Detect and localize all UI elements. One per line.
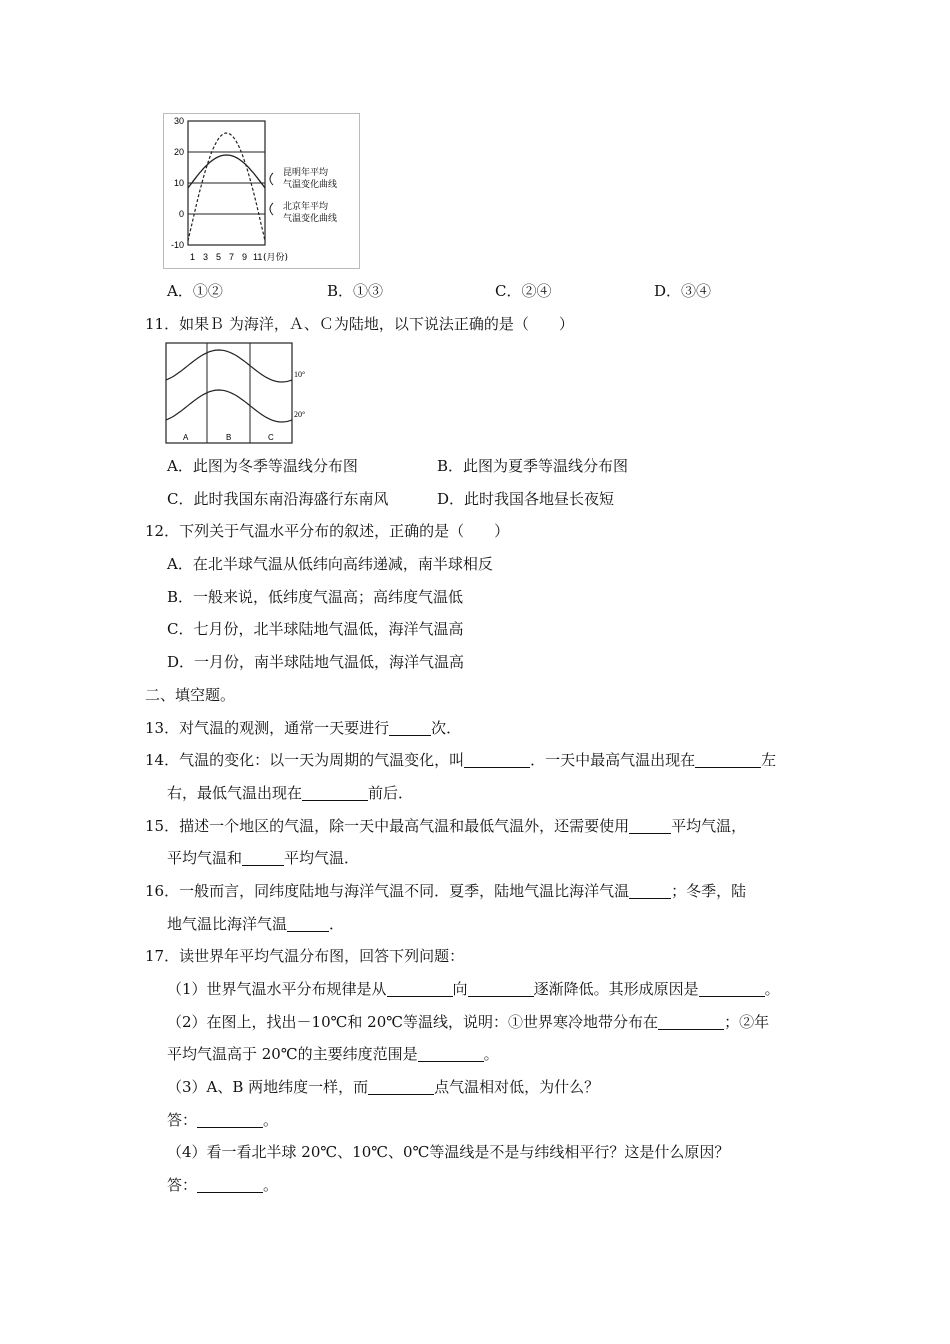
y-tick-30: 30: [173, 116, 184, 126]
q12-option-a: A．在北半球气温从低纬向高纬递减，南半球相反: [167, 555, 493, 573]
q17-p2-text-d: 。: [483, 1045, 499, 1063]
answer-end-3: 。: [263, 1111, 279, 1129]
q15-text-a: 15．描述一个地区的气温，除一天中最高气温和最低气温外，还需要使用: [145, 817, 630, 835]
q14-text-c: 左: [761, 751, 777, 769]
q10-option-a: A．①②: [167, 282, 223, 300]
y-tick-10: 10: [173, 178, 184, 188]
q10-option-d: D．③④: [654, 282, 712, 300]
q13: [145, 718, 461, 738]
q15-line1: [145, 816, 746, 836]
q17-part4: （4）看一看北半球 20℃、10℃、0℃等温线是不是与纬线相平行？这是什么原因？: [167, 1143, 730, 1161]
q16-text-d: ．: [329, 915, 345, 933]
x-tick-9: 9: [242, 252, 248, 262]
beijing-curve: [188, 133, 265, 241]
q17-p2-text-c: 平均气温高于 20℃的主要纬度范围是: [167, 1045, 418, 1063]
x-unit-label: (月份): [263, 253, 289, 263]
q15-text-d: 平均气温．: [284, 849, 360, 867]
q16-blank-1[interactable]: [629, 882, 671, 899]
q17-p1-text-b: 向: [452, 980, 468, 998]
q17-p2-text-a: （2）在图上，找出－10℃和 20℃等温线，说明：①世界寒冷地带分布在: [167, 1013, 659, 1031]
q14-line1: [145, 750, 776, 770]
region-label-b: B: [226, 433, 232, 442]
q12-stem: 12．下列关于气温水平分布的叙述，正确的是（ ）: [145, 522, 510, 540]
legend-kunming-line1: 昆明年平均: [283, 168, 329, 178]
q17-stem: 17．读世界年平均气温分布图，回答下列问题：: [145, 947, 465, 965]
q17-p1-blank-1[interactable]: [387, 980, 453, 997]
region-label-c: C: [268, 433, 274, 442]
q17-p3-blank[interactable]: [368, 1078, 434, 1095]
q16-line1: [145, 881, 746, 901]
q15-blank-2[interactable]: [242, 849, 284, 866]
q17-p2-blank-1[interactable]: [658, 1013, 724, 1030]
legend-kunming-line2: 气温变化曲线: [283, 180, 338, 190]
x-tick-5: 5: [216, 252, 222, 262]
x-tick-1: 1: [190, 252, 196, 262]
q17-p1-blank-2[interactable]: [468, 980, 534, 997]
region-label-a: A: [183, 433, 189, 442]
y-tick-minus10: -10: [170, 240, 184, 250]
q17-p4-answer-blank[interactable]: [197, 1176, 263, 1193]
q15-blank-1[interactable]: [629, 817, 671, 834]
q14-text-d: 右，最低气温出现在: [167, 784, 303, 802]
answer-label-4: 答：: [167, 1176, 198, 1194]
legend-beijing-line2: 气温变化曲线: [283, 214, 338, 224]
isotherm-10: [166, 350, 292, 382]
q14-text-e: 前后．: [368, 784, 414, 802]
x-tick-11: 11: [253, 252, 263, 262]
answer-label-3: 答：: [167, 1111, 198, 1129]
q15-text-c: 平均气温和: [167, 849, 243, 867]
q17-p1-text-c: 逐渐降低。其形成原因是: [533, 980, 699, 998]
q14-text-b: ．一天中最高气温出现在: [530, 751, 696, 769]
q13-blank[interactable]: [389, 719, 431, 736]
temperature-curve-figure: [163, 113, 360, 269]
q15-line2: [167, 848, 359, 868]
q17-p3-text-b: 点气温相对低，为什么？: [434, 1078, 600, 1096]
q12-option-c: C．七月份，北半球陆地气温低，海洋气温高: [167, 620, 464, 638]
x-tick-3: 3: [203, 252, 209, 262]
q17-p1-text-a: （1）世界气温水平分布规律是从: [167, 980, 387, 998]
q14-blank-1[interactable]: [464, 751, 530, 768]
q14-text-a: 14．气温的变化：以一天为周期的气温变化，叫: [145, 751, 465, 769]
q17-part2-line2: [167, 1044, 499, 1064]
q11-option-c: C．此时我国东南沿海盛行东南风: [167, 490, 389, 508]
q16-line2: [167, 914, 344, 934]
answer-end-4: 。: [263, 1176, 279, 1194]
q17-p1-text-d: 。: [764, 980, 780, 998]
q17-part4-answer: [167, 1175, 278, 1195]
q17-p3-answer-blank[interactable]: [197, 1111, 263, 1128]
q13-text-a: 13．对气温的观测，通常一天要进行: [145, 719, 390, 737]
isotherm-figure: [165, 342, 309, 446]
q14-line2: [167, 783, 413, 803]
y-tick-20: 20: [173, 147, 184, 157]
isotherm-label-20: 20°: [294, 410, 306, 419]
q17-part1: [167, 979, 780, 999]
legend-beijing-line1: 北京年平均: [283, 202, 329, 212]
isotherm-diagram: [165, 342, 309, 446]
q16-blank-2[interactable]: [287, 915, 329, 932]
q17-p2-text-b: ；②年: [724, 1013, 770, 1031]
q17-part3-answer: [167, 1110, 278, 1130]
q17-p3-text-a: （3）A、B 两地纬度一样，而: [167, 1078, 369, 1096]
q10-option-b: B．①③: [327, 282, 384, 300]
q13-text-b: 次．: [431, 719, 462, 737]
q16-text-a: 16．一般而言，同纬度陆地与海洋气温不同．夏季，陆地气温比海洋气温: [145, 882, 630, 900]
q11-stem: 11．如果Ｂ 为海洋，Ａ、Ｃ为陆地，以下说法正确的是（ ）: [145, 315, 574, 333]
q17-p2-blank-2[interactable]: [418, 1045, 484, 1062]
q14-blank-2[interactable]: [695, 751, 761, 768]
q16-text-c: 地气温比海洋气温: [167, 915, 288, 933]
q11-option-d: D．此时我国各地昼长夜短: [437, 490, 615, 508]
isotherm-label-10: 10°: [294, 370, 306, 379]
q15-text-b: 平均气温，: [671, 817, 747, 835]
q14-blank-3[interactable]: [302, 784, 368, 801]
temperature-curve-chart: [163, 113, 360, 269]
q17-p1-blank-3[interactable]: [699, 980, 765, 997]
q17-part2-line1: [167, 1012, 769, 1032]
q12-option-b: B．一般来说，低纬度气温高；高纬度气温低: [167, 588, 464, 606]
isotherm-20: [166, 390, 292, 422]
q16-text-b: ；冬季，陆: [671, 882, 747, 900]
q10-option-c: C．②④: [495, 282, 552, 300]
y-tick-0: 0: [178, 209, 184, 219]
q17-part3: [167, 1077, 599, 1097]
x-tick-7: 7: [229, 252, 235, 262]
q11-option-a: A．此图为冬季等温线分布图: [167, 457, 358, 475]
section-heading: 二、填空题。: [145, 686, 236, 704]
q12-option-d: D．一月份，南半球陆地气温低，海洋气温高: [167, 653, 465, 671]
q11-option-b: B．此图为夏季等温线分布图: [437, 457, 629, 475]
